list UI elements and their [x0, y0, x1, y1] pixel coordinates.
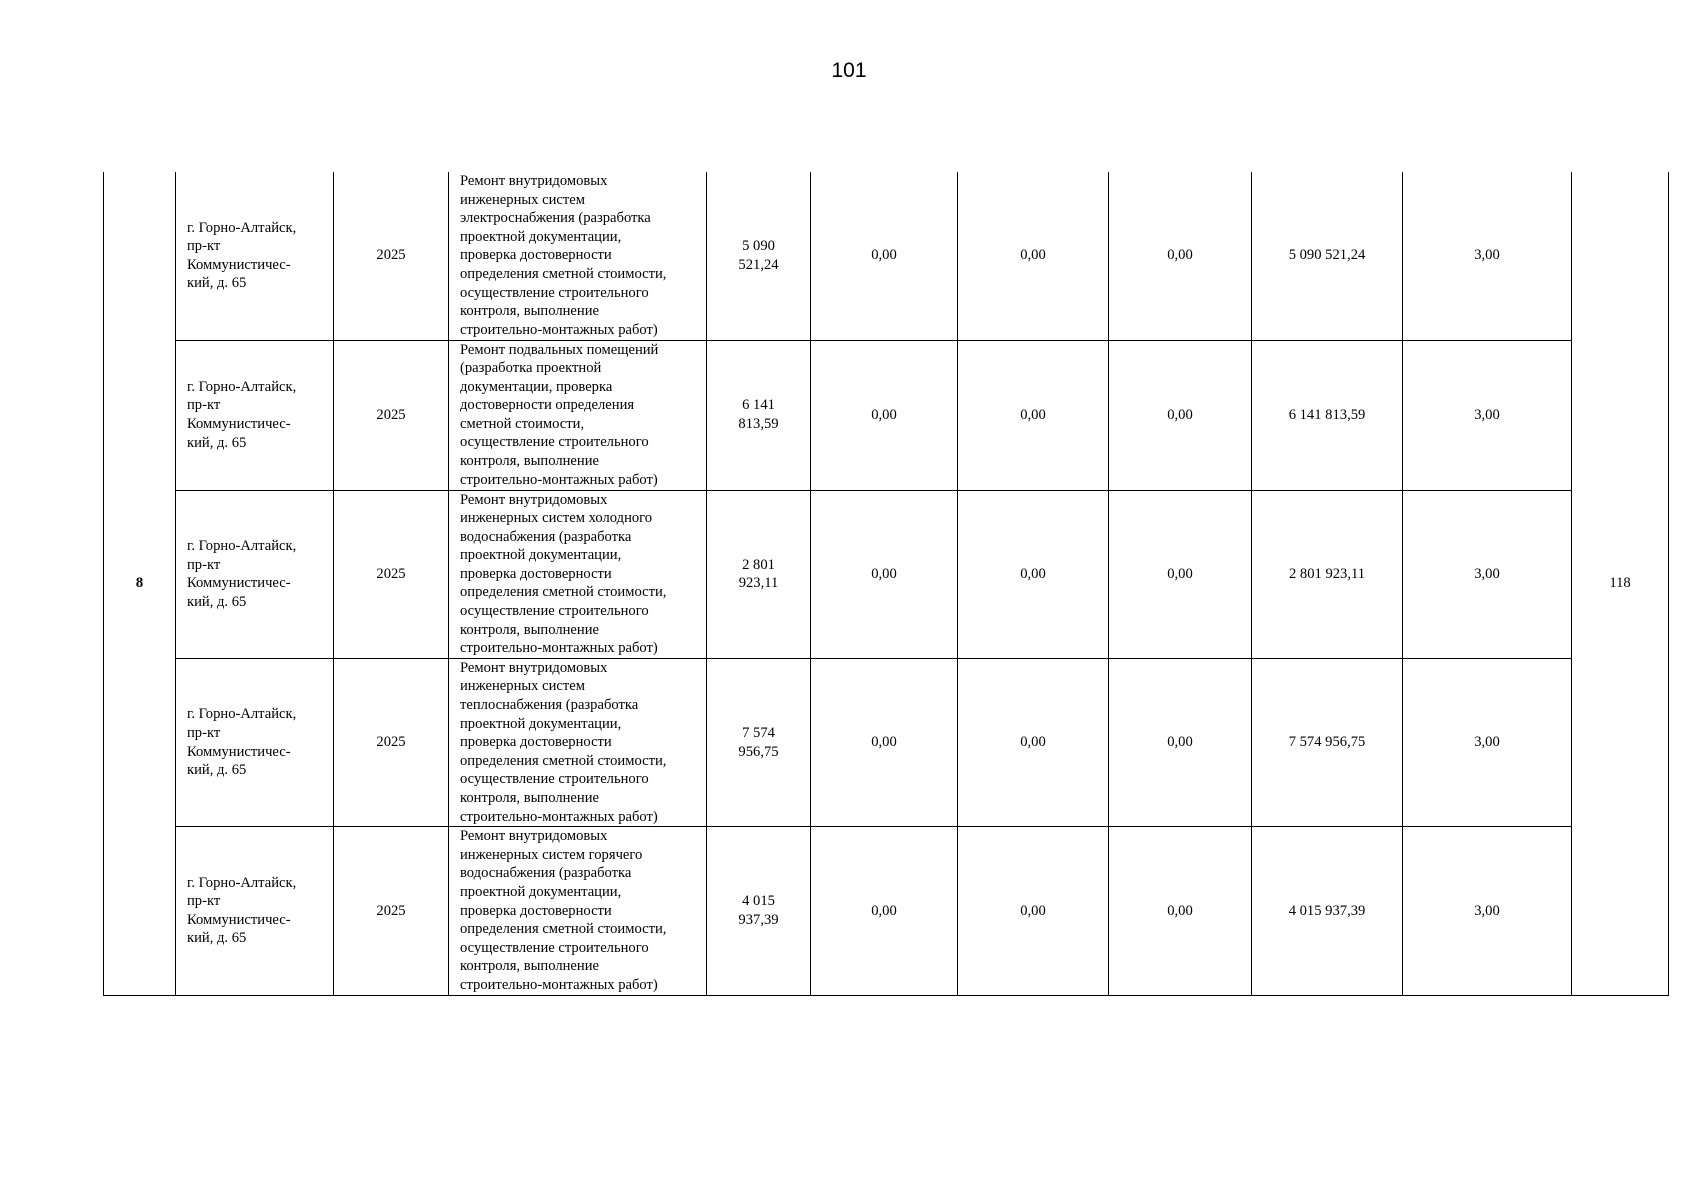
value-cell: 3,00	[1403, 490, 1572, 658]
amount-cell: 0,00	[1109, 340, 1252, 490]
table-row	[104, 658, 1669, 826]
value-cell: 3,00	[1403, 827, 1572, 995]
work-description-cell: Ремонт подвальных помещений (разработка проектной документации, проверка достоверности определения сметной стоимости, осуществление строительного контроля, выполнение строительно-монтажных работ)	[449, 340, 707, 490]
year-cell: 2025	[334, 658, 449, 826]
amount-cell: 0,00	[1109, 827, 1252, 995]
amount-cell: 0,00	[958, 827, 1109, 995]
year-cell: 2025	[334, 172, 449, 340]
amount-cell: 0,00	[958, 490, 1109, 658]
total-cost-cell: 4 015 937,39	[707, 827, 811, 995]
work-description-cell: Ремонт внутридомовых инженерных систем холодного водоснабжения (разработка проектной документации, проверка достоверности определения сметной стоимости, осуществление строительного контроля, выполнение строительно-монтажных работ)	[449, 490, 707, 658]
amount-cell: 6 141 813,59	[1252, 340, 1403, 490]
amount-cell: 5 090 521,24	[1252, 172, 1403, 340]
work-description-cell: Ремонт внутридомовых инженерных систем горячего водоснабжения (разработка проектной документации, проверка достоверности определения сметной стоимости, осуществление строительного контроля, выполнение строительно-монтажных работ)	[449, 827, 707, 995]
amount-cell: 0,00	[811, 658, 958, 826]
work-description-cell: Ремонт внутридомовых инженерных систем теплоснабжения (разработка проектной документации, проверка достоверности определения сметной стоимости, осуществление строительного контроля, выполнение строительно-монтажных работ)	[449, 658, 707, 826]
amount-cell: 4 015 937,39	[1252, 827, 1403, 995]
table-row	[104, 490, 1669, 658]
year-cell: 2025	[334, 490, 449, 658]
amount-cell: 0,00	[1109, 490, 1252, 658]
amount-cell: 0,00	[958, 340, 1109, 490]
address-cell: г. Горно-Алтайск, пр-кт Коммунистичес- кий, д. 65	[176, 827, 334, 995]
value-cell: 3,00	[1403, 658, 1572, 826]
table-row	[104, 827, 1669, 995]
amount-cell: 0,00	[811, 172, 958, 340]
amount-cell: 0,00	[811, 827, 958, 995]
work-description-cell: Ремонт внутридомовых инженерных систем электроснабжения (разработка проектной документации, проверка достоверности определения сметной стоимости, осуществление строительного контроля, выполнение строительно-монтажных работ)	[449, 172, 707, 340]
amount-cell: 0,00	[958, 172, 1109, 340]
address-cell: г. Горно-Алтайск, пр-кт Коммунистичес- кий, д. 65	[176, 490, 334, 658]
amount-cell: 0,00	[958, 658, 1109, 826]
total-cost-cell: 5 090 521,24	[707, 172, 811, 340]
total-cost-cell: 6 141 813,59	[707, 340, 811, 490]
works-table	[103, 172, 1669, 996]
amount-cell: 2 801 923,11	[1252, 490, 1403, 658]
right-value-cell: 118	[1572, 172, 1669, 995]
year-cell: 2025	[334, 340, 449, 490]
page-number: 101	[831, 59, 867, 82]
year-cell: 2025	[334, 827, 449, 995]
total-cost-cell: 2 801 923,11	[707, 490, 811, 658]
amount-cell: 0,00	[1109, 172, 1252, 340]
value-cell: 3,00	[1403, 340, 1572, 490]
amount-cell: 0,00	[811, 340, 958, 490]
value-cell: 3,00	[1403, 172, 1572, 340]
address-cell: г. Горно-Алтайск, пр-кт Коммунистичес- кий, д. 65	[176, 658, 334, 826]
address-cell: г. Горно-Алтайск, пр-кт Коммунистичес- кий, д. 65	[176, 172, 334, 340]
total-cost-cell: 7 574 956,75	[707, 658, 811, 826]
address-cell: г. Горно-Алтайск, пр-кт Коммунистичес- кий, д. 65	[176, 340, 334, 490]
group-number-cell: 8	[104, 172, 176, 995]
amount-cell: 0,00	[1109, 658, 1252, 826]
amount-cell: 7 574 956,75	[1252, 658, 1403, 826]
amount-cell: 0,00	[811, 490, 958, 658]
table-row	[104, 172, 1669, 340]
table-row	[104, 340, 1669, 490]
